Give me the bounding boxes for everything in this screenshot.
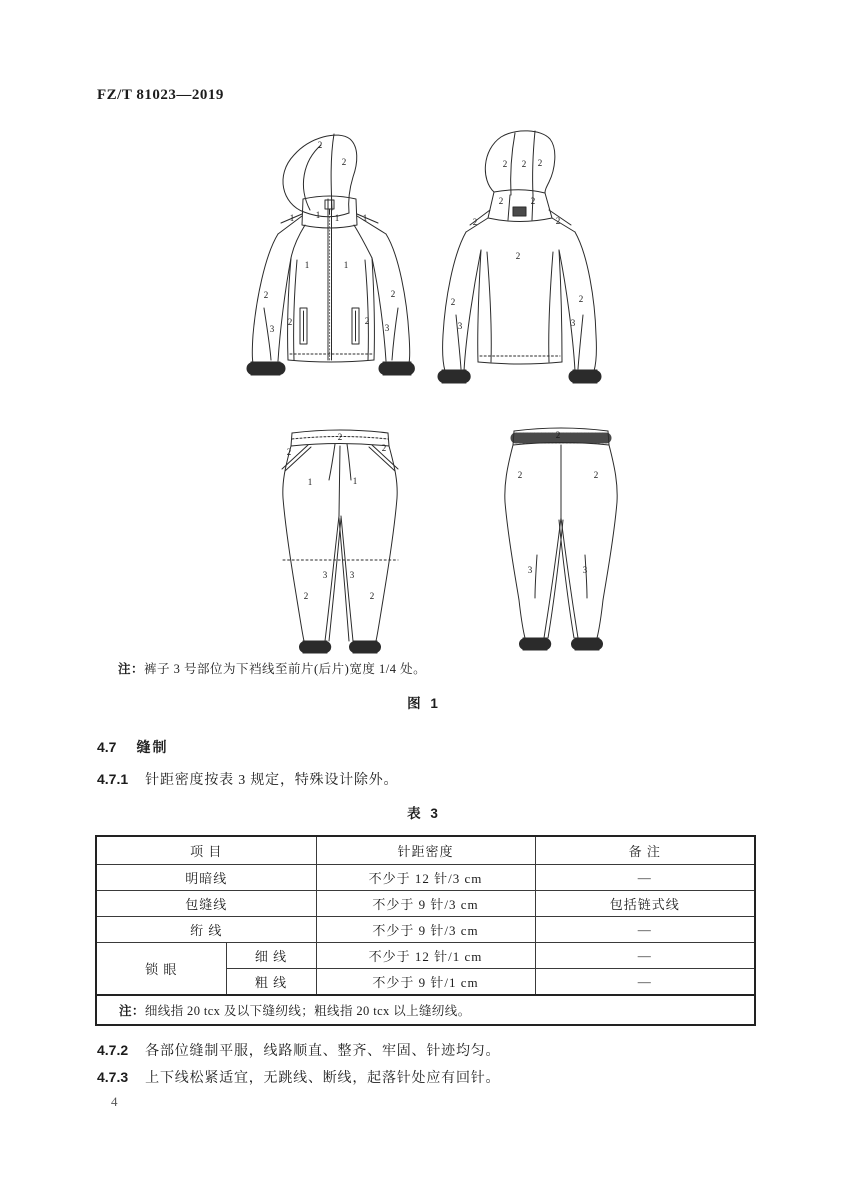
- figure-part-number: 2: [450, 297, 456, 307]
- figure-part-number: 3: [269, 324, 275, 334]
- figure-part-number: 2: [263, 290, 269, 300]
- figure-part-number: 2: [390, 289, 396, 299]
- clause-4-7-heading: [97, 737, 168, 757]
- table-note-row: [96, 995, 755, 1025]
- figure-part-number: 2: [364, 316, 370, 326]
- table-row: [96, 943, 755, 969]
- figure-part-number: 2: [593, 470, 599, 480]
- clause-title: 缝制: [136, 739, 169, 755]
- figure-note: [118, 659, 426, 677]
- figure-part-number: 2: [303, 591, 309, 601]
- cell-thread-type: 细 线: [226, 943, 316, 969]
- cell-density: 不少于 12 针/1 cm: [316, 943, 535, 969]
- clause-text: 各部位缝制平服，线路顺直、整齐、牢固、针迹均匀。: [145, 1044, 501, 1059]
- page-number: 4: [111, 1094, 118, 1109]
- cell-item: 明暗线: [96, 865, 316, 891]
- clause-4-7-1: [97, 769, 398, 789]
- figure-part-number: 1: [307, 477, 313, 487]
- figure-part-number: 3: [322, 570, 328, 580]
- figure-jacket-front-drawing: [240, 130, 445, 398]
- cell-item: 包缝线: [96, 891, 316, 917]
- figure-part-number: 1: [343, 260, 349, 270]
- figure-part-number: 2: [287, 317, 293, 327]
- clause-number: 4.7.3: [97, 1069, 129, 1085]
- figure-part-number: 3: [457, 321, 463, 331]
- figure-part-number: 1: [352, 476, 358, 486]
- cell-density: 不少于 9 针/3 cm: [316, 891, 535, 917]
- figure-part-number: 2: [317, 140, 323, 150]
- figure-part-number: 2: [537, 158, 543, 168]
- cell-density: 不少于 9 针/1 cm: [316, 969, 535, 996]
- figure-part-number: 1: [315, 210, 321, 220]
- figure-note-label: 注：: [118, 662, 145, 676]
- figure-part-number: 3: [582, 565, 588, 575]
- cell-density: 不少于 12 针/3 cm: [316, 865, 535, 891]
- clause-text: 上下线松紧适宜，无跳线、断线，起落针处应有回针。: [145, 1071, 501, 1086]
- figure-part-number: 2: [337, 432, 343, 442]
- header-density: 针距密度: [316, 836, 535, 865]
- table-row: [96, 917, 755, 943]
- stitch-density-table: [95, 835, 756, 1026]
- table-row: [96, 865, 755, 891]
- cell-remark: —: [535, 969, 755, 996]
- figure-part-number: 2: [498, 196, 504, 206]
- clause-number: 4.7.2: [97, 1042, 129, 1058]
- figure-part-number: 2: [530, 196, 536, 206]
- cell-density: 不少于 9 针/3 cm: [316, 917, 535, 943]
- figure-part-number: 1: [289, 213, 295, 223]
- clause-4-7-3: [97, 1067, 500, 1087]
- clause-text: 针距密度按表 3 规定，特殊设计除外。: [145, 773, 399, 788]
- figure-pants-front-drawing: [262, 420, 420, 660]
- figure-part-number: 2: [517, 470, 523, 480]
- figure-part-number: 2: [286, 447, 292, 457]
- figure-part-number: 2: [472, 217, 478, 227]
- header-remark: 备 注: [535, 836, 755, 865]
- figure-part-number: 1: [362, 213, 368, 223]
- figure-caption: 图 1: [407, 696, 441, 711]
- figure-part-number: 1: [304, 260, 310, 270]
- figure-part-number: 2: [381, 443, 387, 453]
- figure-part-number: 2: [555, 216, 561, 226]
- figure-pants-back-drawing: [482, 420, 640, 660]
- figure-part-number: 2: [515, 251, 521, 261]
- table-caption: 表 3: [407, 806, 441, 821]
- table-note: [96, 995, 755, 1025]
- figure-note-text: 裤子 3 号部位为下裆线至前片(后片)宽度 1/4 处。: [144, 662, 427, 676]
- figure-part-number: 1: [334, 213, 340, 223]
- figure-jacket-back-drawing: [438, 130, 643, 398]
- cell-item-buttonhole: 锁 眼: [96, 943, 226, 996]
- figure-part-number: 2: [578, 294, 584, 304]
- header-item: 项 目: [96, 836, 316, 865]
- cell-remark: —: [535, 917, 755, 943]
- figure-part-number: 2: [369, 591, 375, 601]
- figure-part-number: 2: [502, 159, 508, 169]
- cell-remark: 包括链式线: [535, 891, 755, 917]
- figure-part-number: 3: [349, 570, 355, 580]
- cell-remark: —: [535, 865, 755, 891]
- figure-part-number: 3: [384, 323, 390, 333]
- clause-number: 4.7.1: [97, 771, 129, 787]
- table-note-text: 细线指 20 tcx 及以下缝纫线；粗线指 20 tcx 以上缝纫线。: [144, 1004, 471, 1018]
- table-header-row: [96, 836, 755, 865]
- figure-part-number: 3: [527, 565, 533, 575]
- table-note-label: 注：: [119, 1004, 145, 1018]
- cell-item: 绗 线: [96, 917, 316, 943]
- table-row: [96, 891, 755, 917]
- clause-number: 4.7: [97, 739, 117, 755]
- figure-part-number: 2: [555, 430, 561, 440]
- clause-4-7-2: [97, 1040, 500, 1060]
- figure-part-number: 3: [570, 318, 576, 328]
- standard-number-header: FZ/T 81023—2019: [97, 87, 224, 103]
- cell-thread-type: 粗 线: [226, 969, 316, 996]
- cell-remark: —: [535, 943, 755, 969]
- figure-part-number: 2: [341, 157, 347, 167]
- figure-part-number: 2: [521, 159, 527, 169]
